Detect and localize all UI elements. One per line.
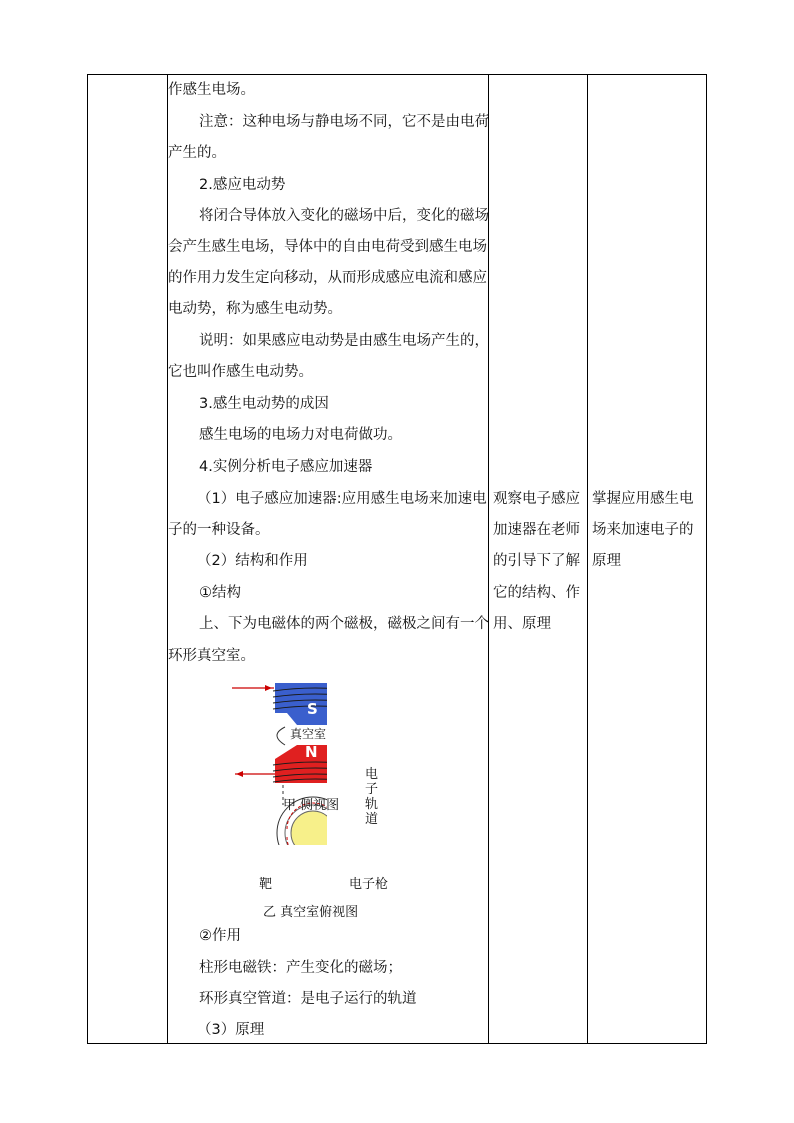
- explanation-line: 说明：如果感应电动势是由感生电场产生的，: [199, 333, 489, 349]
- activity-line: 观察电子感应: [493, 491, 580, 507]
- intent-line: 掌握应用感生电: [592, 491, 694, 507]
- paragraph-line: 柱形电磁铁：产生变化的磁场；: [199, 960, 402, 976]
- paragraph-line: 的作用力发生定向移动，从而形成感应电流和感应: [168, 270, 487, 286]
- s-pole-label: S: [307, 700, 318, 718]
- section-heading: 4.实例分析电子感应加速器: [199, 459, 373, 475]
- paragraph-line: 感生电场的电场力对电荷做功。: [199, 427, 402, 443]
- paragraph-line: 环形真空室。: [168, 648, 255, 664]
- paragraph-line: 会产生感生电场，导体中的自由电荷受到感生电场: [168, 239, 487, 255]
- n-pole-label: N: [305, 743, 318, 761]
- paragraph-line: 电动势，称为感生电动势。: [168, 301, 342, 317]
- paragraph-line: 产生的。: [168, 145, 226, 161]
- activity-line: 用、原理: [493, 616, 551, 632]
- vacuum-chamber-label: 真空室: [290, 727, 327, 741]
- intent-line: 原理: [592, 553, 621, 569]
- lesson-table: [87, 74, 707, 1044]
- column-divider: [167, 75, 168, 1043]
- top-view-caption: 乙 真空室俯视图: [263, 905, 359, 920]
- electron-orbit-label: 电子轨道: [365, 767, 379, 827]
- subsection-heading: ②作用: [199, 928, 241, 944]
- n-pole-tip: [275, 745, 327, 759]
- section-heading: 3.感生电动势的成因: [199, 396, 329, 412]
- subsection-heading: （2）结构和作用: [197, 553, 308, 569]
- paragraph-line: 作感生电场。: [168, 82, 255, 98]
- subsection-heading: ①结构: [199, 585, 241, 601]
- s-pole-block: [275, 683, 327, 713]
- target-label: 靶: [259, 877, 273, 892]
- arrow-icon: [265, 685, 272, 691]
- subsection-heading: （3）原理: [197, 1022, 265, 1038]
- paragraph-line: （1）电子感应加速器:应用感生电场来加速电: [197, 491, 487, 507]
- section-heading: 2.感应电动势: [199, 177, 286, 193]
- paragraph-line: 环形真空管道：是电子运行的轨道: [199, 991, 417, 1007]
- intent-line: 场来加速电子的: [592, 522, 694, 538]
- activity-line: 它的结构、作: [493, 585, 580, 601]
- paragraph-line: 它也叫作感生电动势。: [168, 364, 313, 380]
- paragraph-line: 上、下为电磁体的两个磁极，磁极之间有一个: [199, 616, 489, 632]
- paragraph-line: 子的一种设备。: [168, 522, 270, 538]
- activity-line: 加速器在老师: [493, 522, 580, 538]
- magnet-core: [291, 811, 327, 845]
- electron-gun-label: 电子枪: [349, 877, 389, 892]
- side-view-label: 甲 侧视图: [283, 798, 340, 813]
- arrow-icon: [236, 771, 243, 777]
- paragraph-line: 将闭合导体放入变化的磁场中后，变化的磁场: [199, 208, 489, 224]
- note-line: 注意：这种电场与静电场不同，它不是由电荷: [199, 114, 489, 130]
- activity-line: 的引导下了解: [493, 553, 580, 569]
- column-divider: [587, 75, 588, 1043]
